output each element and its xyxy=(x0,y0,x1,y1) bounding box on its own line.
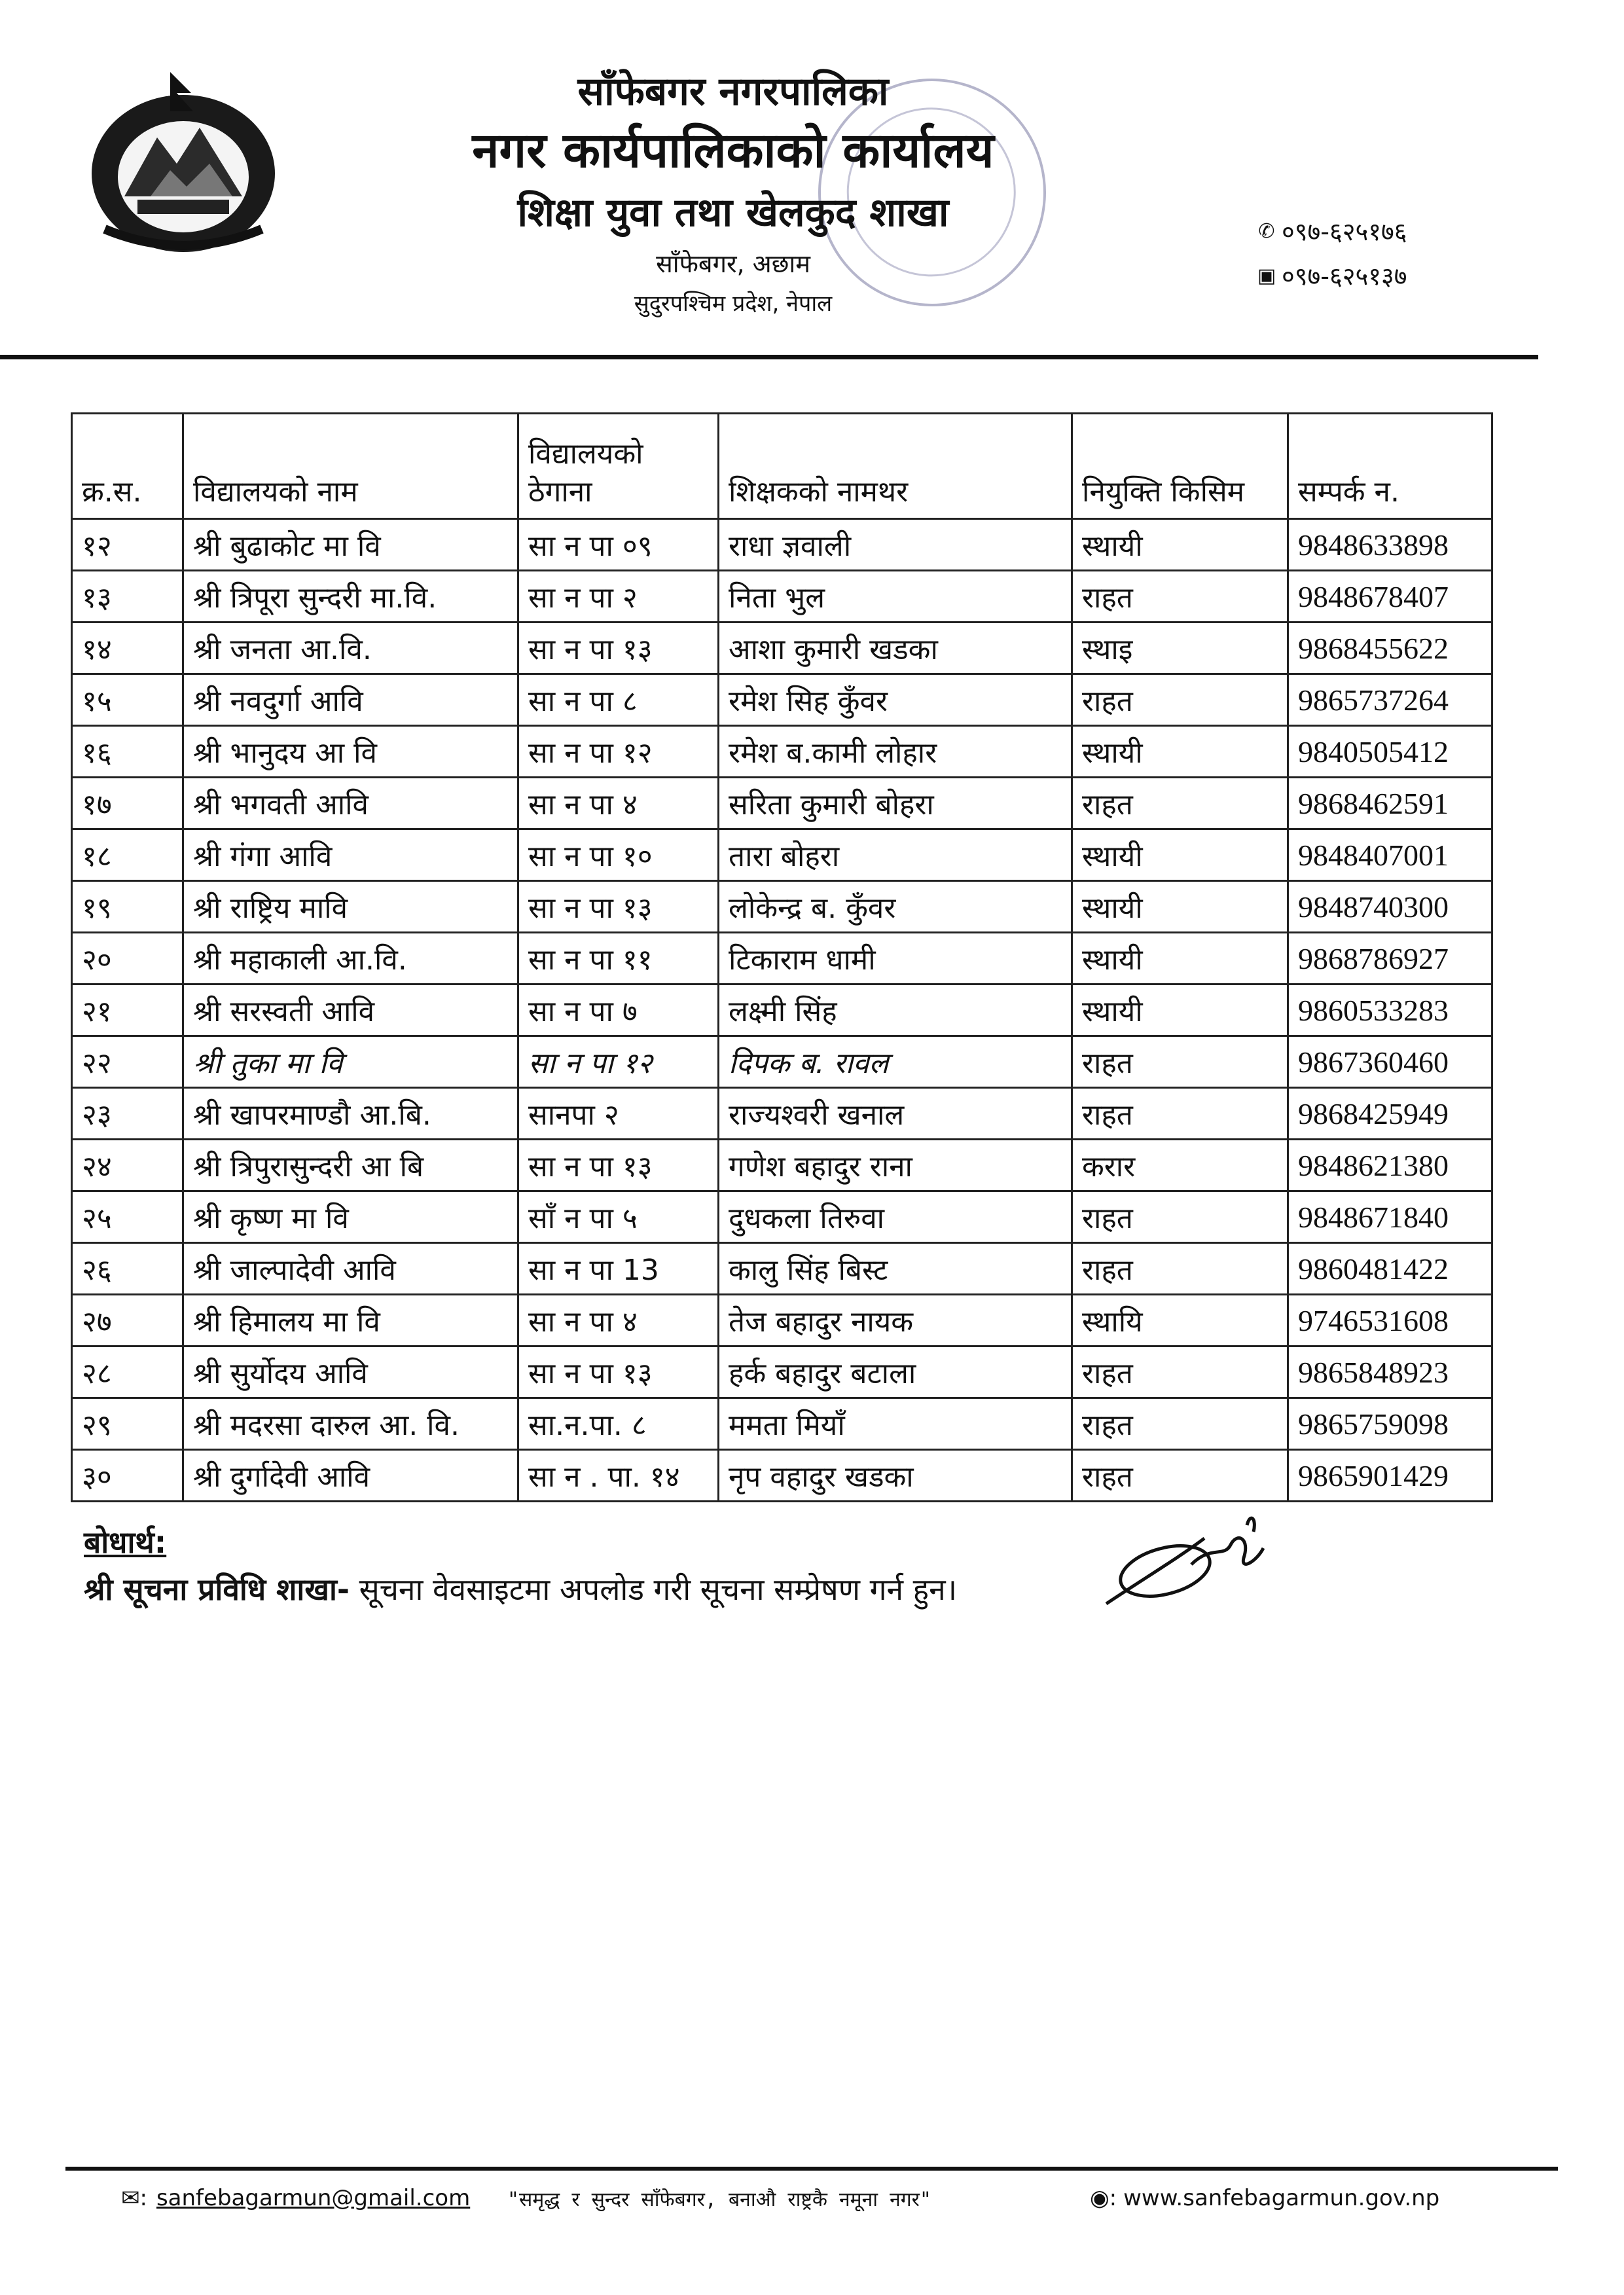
notes-section xyxy=(84,1519,957,1613)
cell-contact: 9868425949 xyxy=(1288,1088,1492,1140)
cell-teacher-name: रमेश ब.कामी लोहार xyxy=(719,726,1072,778)
cell-teacher-name: सरिता कुमारी बोहरा xyxy=(719,778,1072,829)
cell-serial: २७ xyxy=(72,1295,183,1346)
table-row xyxy=(72,1398,1492,1450)
table-row xyxy=(72,726,1492,778)
cell-school-address: सा न पा १३ xyxy=(518,1140,719,1191)
fax-number: ०९७-६२५१३७ xyxy=(1282,262,1407,291)
cell-school-name: श्री नवदुर्गा आवि xyxy=(183,674,518,726)
cell-school-name: श्री सुर्योदय आवि xyxy=(183,1346,518,1398)
cell-school-name: श्री भगवती आवि xyxy=(183,778,518,829)
footer-slogan: "समृद्ध र सुन्दर साँफेबगर, बनाऔ राष्ट्रकै नमूना नगर" xyxy=(507,2188,931,2211)
cell-school-name: श्री गंगा आवि xyxy=(183,829,518,881)
cell-school-address: सा न पा १२ xyxy=(518,726,719,778)
cell-appointment-type: राहत xyxy=(1072,571,1288,623)
cell-school-address: सा न पा १३ xyxy=(518,1346,719,1398)
table-row xyxy=(72,1450,1492,1502)
notes-recipient: श्री सूचना प्रविधि शाखा- xyxy=(84,1572,350,1607)
table-row xyxy=(72,881,1492,933)
cell-contact: 9860533283 xyxy=(1288,985,1492,1036)
cell-teacher-name: दुधकला तिरुवा xyxy=(719,1191,1072,1243)
cell-teacher-name: तेज बहादुर नायक xyxy=(719,1295,1072,1346)
header-school-address: विद्यालयको ठेगाना xyxy=(518,414,719,519)
cell-serial: २१ xyxy=(72,985,183,1036)
cell-school-name: श्री महाकाली आ.वि. xyxy=(183,933,518,985)
cell-school-address: सा न पा १० xyxy=(518,829,719,881)
office-address: साँफेबगर, अछाम xyxy=(656,249,810,278)
cell-teacher-name: तारा बोहरा xyxy=(719,829,1072,881)
cell-teacher-name: हर्क बहादुर बटाला xyxy=(719,1346,1072,1398)
cell-serial: ३० xyxy=(72,1450,183,1502)
header-serial: क्र.स. xyxy=(72,414,183,519)
header-divider xyxy=(0,355,1538,359)
cell-school-address: सा न पा १३ xyxy=(518,881,719,933)
cell-contact: 9865759098 xyxy=(1288,1398,1492,1450)
cell-appointment-type: राहत xyxy=(1072,1088,1288,1140)
cell-school-name: श्री तुका मा वि xyxy=(183,1036,518,1088)
cell-contact: 9746531608 xyxy=(1288,1295,1492,1346)
cell-serial: २८ xyxy=(72,1346,183,1398)
cell-contact: 9840505412 xyxy=(1288,726,1492,778)
header-teacher-name: शिक्षकको नामथर xyxy=(719,414,1072,519)
cell-school-address: सा न पा ०९ xyxy=(518,519,719,571)
cell-school-name: श्री दुर्गादेवी आवि xyxy=(183,1450,518,1502)
cell-serial: १३ xyxy=(72,571,183,623)
table-row xyxy=(72,1243,1492,1295)
cell-teacher-name: आशा कुमारी खडका xyxy=(719,623,1072,674)
email-address[interactable]: sanfebagarmun@gmail.com xyxy=(156,2185,471,2211)
cell-school-name: श्री जनता आ.वि. xyxy=(183,623,518,674)
footer-website xyxy=(1090,2185,1439,2211)
cell-contact: 9868786927 xyxy=(1288,933,1492,985)
cell-contact: 9848633898 xyxy=(1288,519,1492,571)
table-row xyxy=(72,623,1492,674)
cell-teacher-name: लक्ष्मी सिंह xyxy=(719,985,1072,1036)
cell-appointment-type: स्थाइ xyxy=(1072,623,1288,674)
cell-serial: १८ xyxy=(72,829,183,881)
table-row xyxy=(72,778,1492,829)
table-row xyxy=(72,829,1492,881)
cell-school-address: सा न पा 13 xyxy=(518,1243,719,1295)
cell-serial: २९ xyxy=(72,1398,183,1450)
cell-appointment-type: स्थायी xyxy=(1072,519,1288,571)
cell-school-address: सा न . पा. १४ xyxy=(518,1450,719,1502)
cell-teacher-name: दिपक ब. रावल xyxy=(719,1036,1072,1088)
notes-text: सूचना वेवसाइटमा अपलोड गरी सूचना सम्प्रेषण गर्न हुन। xyxy=(349,1572,958,1607)
cell-appointment-type: राहत xyxy=(1072,1346,1288,1398)
province-address: सुदुरपश्चिम प्रदेश, नेपाल xyxy=(634,291,833,317)
cell-school-name: श्री बुढाकोट मा वि xyxy=(183,519,518,571)
phone-icon: ✆ xyxy=(1258,220,1275,243)
cell-serial: १७ xyxy=(72,778,183,829)
cell-school-name: श्री जाल्पादेवी आवि xyxy=(183,1243,518,1295)
cell-school-address: सा न पा १३ xyxy=(518,623,719,674)
cell-school-address: सानपा २ xyxy=(518,1088,719,1140)
cell-serial: १५ xyxy=(72,674,183,726)
cell-contact: 9868455622 xyxy=(1288,623,1492,674)
cell-serial: २५ xyxy=(72,1191,183,1243)
cell-teacher-name: राज्यश्वरी खनाल xyxy=(719,1088,1072,1140)
cell-contact: 9865848923 xyxy=(1288,1346,1492,1398)
cell-school-name: श्री त्रिपुरासुन्दरी आ बि xyxy=(183,1140,518,1191)
cell-school-name: श्री हिमालय मा वि xyxy=(183,1295,518,1346)
cell-appointment-type: स्थायी xyxy=(1072,881,1288,933)
cell-serial: २३ xyxy=(72,1088,183,1140)
cell-school-name: श्री भानुदय आ वि xyxy=(183,726,518,778)
section-name: शिक्षा युवा तथा खेलकुद शाखा xyxy=(517,190,949,236)
cell-school-name: श्री सरस्वती आवि xyxy=(183,985,518,1036)
cell-teacher-name: लोकेन्द्र ब. कुँवर xyxy=(719,881,1072,933)
cell-appointment-type: राहत xyxy=(1072,1243,1288,1295)
cell-school-address: सा न पा ७ xyxy=(518,985,719,1036)
cell-teacher-name: टिकाराम धामी xyxy=(719,933,1072,985)
table-row xyxy=(72,985,1492,1036)
cell-contact: 9865901429 xyxy=(1288,1450,1492,1502)
table-row xyxy=(72,571,1492,623)
cell-contact: 9848678407 xyxy=(1288,571,1492,623)
cell-serial: २२ xyxy=(72,1036,183,1088)
office-name: नगर कार्यपालिकाको कार्यालय xyxy=(472,122,994,179)
cell-teacher-name: ममता मियाँ xyxy=(719,1398,1072,1450)
cell-teacher-name: गणेश बहादुर राना xyxy=(719,1140,1072,1191)
cell-contact: 9867360460 xyxy=(1288,1036,1492,1088)
footer-email xyxy=(121,2185,470,2211)
signature xyxy=(1093,1499,1290,1630)
cell-appointment-type: राहत xyxy=(1072,1036,1288,1088)
cell-serial: १४ xyxy=(72,623,183,674)
cell-appointment-type: राहत xyxy=(1072,1191,1288,1243)
cell-school-address: सा न पा १२ xyxy=(518,1036,719,1088)
cell-serial: १२ xyxy=(72,519,183,571)
table-row xyxy=(72,674,1492,726)
cell-contact: 9865737264 xyxy=(1288,674,1492,726)
cell-school-address: सा न पा ८ xyxy=(518,674,719,726)
cell-school-name: श्री राष्ट्रिय मावि xyxy=(183,881,518,933)
header-contact: सम्पर्क न. xyxy=(1288,414,1492,519)
cell-serial: २६ xyxy=(72,1243,183,1295)
cell-teacher-name: रमेश सिह कुँवर xyxy=(719,674,1072,726)
table-row xyxy=(72,1036,1492,1088)
cell-teacher-name: राधा ज्ञवाली xyxy=(719,519,1072,571)
cell-appointment-type: स्थायी xyxy=(1072,829,1288,881)
table-header-row xyxy=(72,414,1492,519)
cell-contact: 9868462591 xyxy=(1288,778,1492,829)
cell-school-address: सा न पा ४ xyxy=(518,1295,719,1346)
header-school-name: विद्यालयको नाम xyxy=(183,414,518,519)
cell-school-address: सा न पा ११ xyxy=(518,933,719,985)
envelope-icon: ✉: xyxy=(121,2185,147,2211)
cell-appointment-type: स्थायी xyxy=(1072,985,1288,1036)
municipality-name: साँफेबगर नगरपालिका xyxy=(577,69,889,115)
cell-school-address: सा न पा २ xyxy=(518,571,719,623)
cell-appointment-type: स्थायी xyxy=(1072,726,1288,778)
cell-appointment-type: स्थायि xyxy=(1072,1295,1288,1346)
table-row xyxy=(72,1295,1492,1346)
cell-serial: २४ xyxy=(72,1140,183,1191)
notes-body xyxy=(84,1566,957,1613)
table-row xyxy=(72,1346,1492,1398)
cell-school-address: सा न पा ४ xyxy=(518,778,719,829)
globe-icon: ◉: xyxy=(1090,2185,1117,2211)
cell-school-name: श्री खापरमाण्डौ आ.बि. xyxy=(183,1088,518,1140)
cell-serial: २० xyxy=(72,933,183,985)
cell-teacher-name: नृप वहादुर खडका xyxy=(719,1450,1072,1502)
footer-divider xyxy=(65,2167,1558,2171)
cell-appointment-type: राहत xyxy=(1072,778,1288,829)
table-row xyxy=(72,519,1492,571)
nepal-emblem-icon xyxy=(79,65,288,262)
header-appointment-type: नियुक्ति किसिम xyxy=(1072,414,1288,519)
cell-school-name: श्री त्रिपूरा सुन्दरी मा.वि. xyxy=(183,571,518,623)
cell-appointment-type: राहत xyxy=(1072,1398,1288,1450)
cell-contact: 9860481422 xyxy=(1288,1243,1492,1295)
teacher-table xyxy=(71,412,1493,1502)
notes-label: बोधार्थ: xyxy=(84,1525,167,1560)
table-row xyxy=(72,933,1492,985)
fax-icon: ▣ xyxy=(1257,264,1276,287)
cell-school-name: श्री कृष्ण मा वि xyxy=(183,1191,518,1243)
cell-teacher-name: कालु सिंह बिस्ट xyxy=(719,1243,1072,1295)
table-row xyxy=(72,1140,1492,1191)
cell-appointment-type: राहत xyxy=(1072,1450,1288,1502)
cell-teacher-name: निता भुल xyxy=(719,571,1072,623)
table-row xyxy=(72,1088,1492,1140)
cell-contact: 9848740300 xyxy=(1288,881,1492,933)
phone-number: ०९७-६२५१७६ xyxy=(1282,217,1407,246)
cell-serial: १६ xyxy=(72,726,183,778)
cell-appointment-type: करार xyxy=(1072,1140,1288,1191)
contact-numbers xyxy=(1257,209,1407,298)
letterhead xyxy=(367,65,1100,322)
cell-school-name: श्री मदरसा दारुल आ. वि. xyxy=(183,1398,518,1450)
cell-contact: 9848621380 xyxy=(1288,1140,1492,1191)
cell-appointment-type: स्थायी xyxy=(1072,933,1288,985)
cell-contact: 9848671840 xyxy=(1288,1191,1492,1243)
cell-appointment-type: राहत xyxy=(1072,674,1288,726)
cell-school-address: साँ न पा ५ xyxy=(518,1191,719,1243)
cell-school-address: सा.न.पा. ८ xyxy=(518,1398,719,1450)
cell-serial: १९ xyxy=(72,881,183,933)
website-url[interactable]: www.sanfebagarmun.gov.np xyxy=(1123,2185,1440,2211)
cell-contact: 9848407001 xyxy=(1288,829,1492,881)
table-row xyxy=(72,1191,1492,1243)
